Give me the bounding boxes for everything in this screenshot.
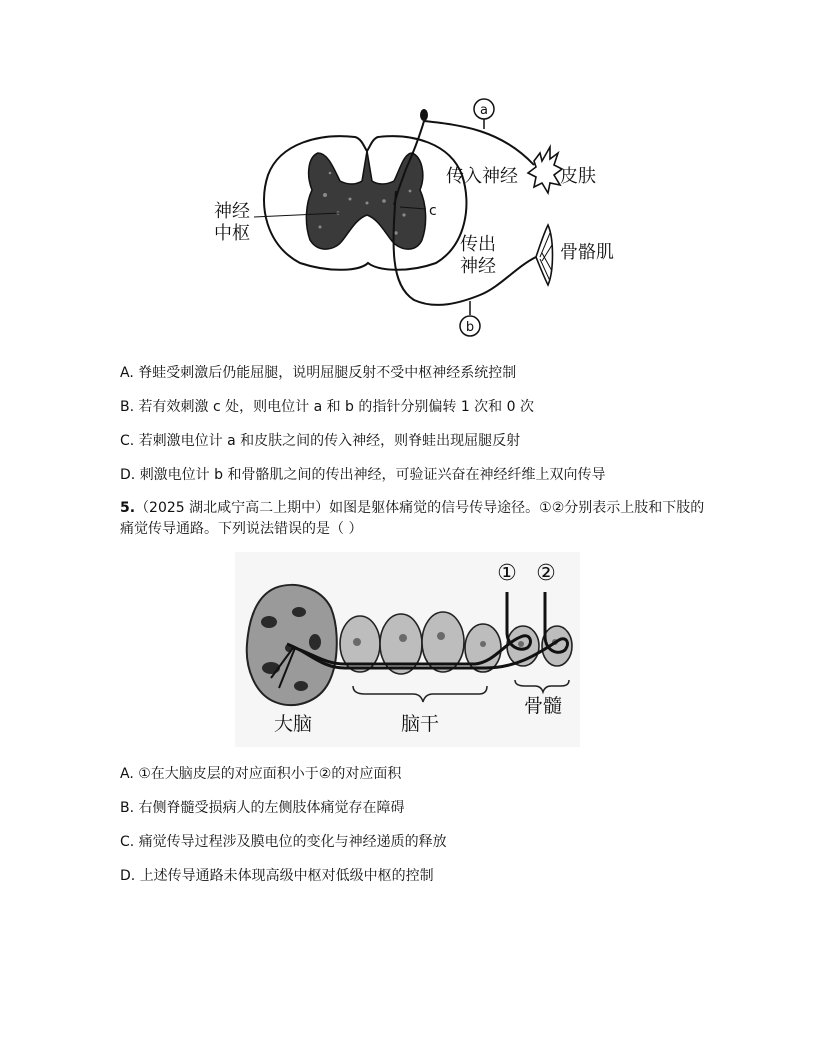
center-label-line1: 神经 bbox=[214, 201, 250, 222]
brain-label: 大脑 bbox=[273, 713, 313, 735]
path-2-label: ② bbox=[536, 561, 556, 586]
q5-option-d: D. 上述传导通路未体现高级中枢对低级中枢的控制 bbox=[120, 868, 434, 884]
q4-option-b: B. 若有效刺激 c 处，则电位计 a 和 b 的指针分别偏转 1 次和 0 次 bbox=[120, 399, 534, 415]
pain-pathway-figure bbox=[235, 552, 580, 747]
q5-option-b: B. 右侧脊髓受损病人的左侧肢体痛觉存在障碍 bbox=[120, 800, 405, 816]
q4-option-d: D. 刺激电位计 b 和骨骼肌之间的传出神经，可验证兴奋在神经纤维上双向传导 bbox=[120, 467, 606, 483]
path-1-label: ① bbox=[497, 561, 517, 586]
q4-option-c: C. 若刺激电位计 a 和皮肤之间的传入神经，则脊蛙出现屈腿反射 bbox=[120, 433, 521, 449]
efferent-label-line1: 传出 bbox=[460, 234, 496, 255]
spinal-label: 骨髓 bbox=[523, 695, 563, 717]
skin-label: 皮肤 bbox=[560, 166, 596, 187]
q5-option-a: A. ①在大脑皮层的对应面积小于②的对应面积 bbox=[120, 766, 402, 782]
q5-source: （2025 湖北咸宁高二上期中） bbox=[135, 500, 330, 516]
center-label-line2: 中枢 bbox=[214, 223, 250, 244]
gauge-a-label: a bbox=[480, 103, 488, 118]
q5-number: 5. bbox=[120, 500, 136, 516]
skeletal-muscle-label: 骨骼肌 bbox=[560, 242, 614, 263]
q4-option-a: A. 脊蛙受刺激后仍能屈腿，说明屈腿反射不受中枢神经系统控制 bbox=[120, 365, 517, 381]
reflex-arc-figure bbox=[200, 95, 640, 345]
q5-option-c: C. 痛觉传导过程涉及膜电位的变化与神经递质的释放 bbox=[120, 834, 447, 850]
gauge-b-label: b bbox=[465, 320, 475, 335]
point-c-label: c bbox=[429, 203, 437, 219]
ganglion-cell-body bbox=[420, 109, 428, 121]
brainstem-label: 脑干 bbox=[400, 713, 440, 735]
q5-question: 如图是躯体痛觉的信号传导途径。①②分别表示上肢和下肢的痛觉传导通路。下列说法错误的是（ ） bbox=[120, 500, 705, 537]
efferent-label-line2: 神经 bbox=[460, 256, 496, 277]
skin-receptor bbox=[528, 147, 562, 193]
q5-stem bbox=[120, 498, 710, 540]
afferent-nerve-label: 传入神经 bbox=[446, 166, 518, 187]
